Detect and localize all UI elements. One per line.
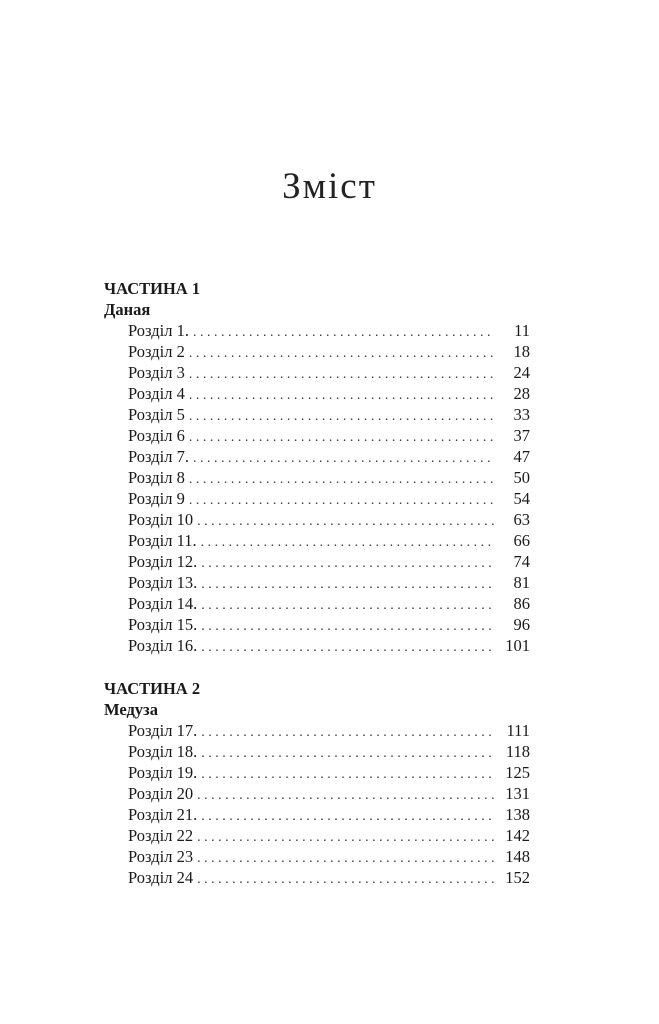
toc-entry[interactable]: [104, 488, 530, 509]
toc-entry[interactable]: [104, 635, 530, 656]
dot-leader: [193, 448, 494, 469]
toc-entry[interactable]: [104, 509, 530, 530]
toc-entry[interactable]: [104, 362, 530, 383]
dot-leader: [201, 743, 494, 764]
dot-leader: [189, 364, 494, 385]
toc-entry[interactable]: [104, 383, 530, 404]
chapter-label: Розділ 18.: [128, 742, 198, 761]
toc-entry[interactable]: [104, 762, 530, 783]
page-number: 63: [513, 510, 530, 529]
chapter-label: Розділ 8: [128, 468, 185, 487]
chapter-label: Розділ 12.: [128, 552, 198, 571]
toc-entry[interactable]: [104, 530, 530, 551]
chapter-label: Розділ 11.: [128, 531, 197, 550]
chapter-label: Розділ 9: [128, 489, 185, 508]
toc-entry[interactable]: [104, 425, 530, 446]
page-number: 11: [514, 321, 530, 340]
toc-part: [104, 278, 530, 656]
page-number: 125: [505, 763, 530, 782]
toc-entry[interactable]: [104, 341, 530, 362]
part-heading: ЧАСТИНА 1: [104, 279, 201, 298]
dot-leader: [197, 869, 494, 890]
page-number: 86: [513, 594, 530, 613]
page-number: 111: [506, 721, 530, 740]
chapter-label: Розділ 7.: [128, 447, 189, 466]
chapter-label: Розділ 23: [128, 847, 194, 866]
chapter-label: Розділ 5: [128, 405, 185, 424]
chapter-label: Розділ 3: [128, 363, 185, 382]
page-number: 96: [513, 615, 530, 634]
page-number: 138: [505, 805, 530, 824]
chapter-label: Розділ 16.: [128, 636, 198, 655]
page-number: 54: [513, 489, 530, 508]
page-title: Зміст: [282, 165, 377, 207]
chapter-label: Розділ 21.: [128, 805, 198, 824]
toc-entry[interactable]: [104, 404, 530, 425]
dot-leader: [201, 764, 494, 785]
chapter-label: Розділ 13.: [128, 573, 198, 592]
toc-entry[interactable]: [104, 720, 530, 741]
dot-leader: [201, 553, 494, 574]
toc-entry[interactable]: [104, 551, 530, 572]
dot-leader: [193, 322, 494, 343]
dot-leader: [197, 827, 494, 848]
chapter-label: Розділ 1.: [128, 321, 189, 340]
toc-entry[interactable]: [104, 867, 530, 888]
page-number: 66: [513, 531, 530, 550]
page-number: 28: [513, 384, 530, 403]
toc-entry[interactable]: [104, 846, 530, 867]
toc-entry[interactable]: [104, 593, 530, 614]
dot-leader: [201, 637, 494, 658]
toc-entry[interactable]: [104, 320, 530, 341]
page-number: 81: [513, 573, 530, 592]
dot-leader: [189, 427, 494, 448]
chapter-label: Розділ 10: [128, 510, 194, 529]
dot-leader: [201, 616, 494, 637]
toc-part: [104, 678, 530, 888]
toc-entry[interactable]: [104, 446, 530, 467]
page-number: 18: [513, 342, 530, 361]
page-number: 50: [513, 468, 530, 487]
dot-leader: [189, 343, 494, 364]
toc-entry[interactable]: [104, 804, 530, 825]
dot-leader: [189, 469, 494, 490]
page-number: 148: [505, 847, 530, 866]
dot-leader: [201, 595, 494, 616]
toc-entry[interactable]: [104, 467, 530, 488]
page-number: 131: [505, 784, 530, 803]
toc-entry[interactable]: [104, 783, 530, 804]
dot-leader: [197, 785, 494, 806]
page-number: 24: [513, 363, 530, 382]
chapter-label: Розділ 19.: [128, 763, 198, 782]
dot-leader: [189, 406, 494, 427]
dot-leader: [189, 385, 494, 406]
chapter-label: Розділ 15.: [128, 615, 198, 634]
page-number: 152: [505, 868, 530, 887]
page-number: 37: [513, 426, 530, 445]
dot-leader: [201, 806, 494, 827]
chapter-label: Розділ 2: [128, 342, 185, 361]
dot-leader: [197, 511, 494, 532]
page-number: 101: [505, 636, 530, 655]
chapter-label: Розділ 14.: [128, 594, 198, 613]
part-subtitle: Медуза: [104, 700, 158, 719]
dot-leader: [201, 722, 494, 743]
dot-leader: [197, 848, 494, 869]
page-number: 47: [513, 447, 530, 466]
toc-entry[interactable]: [104, 741, 530, 762]
chapter-label: Розділ 22: [128, 826, 194, 845]
dot-leader: [201, 574, 494, 595]
chapter-label: Розділ 17.: [128, 721, 198, 740]
chapter-label: Розділ 6: [128, 426, 185, 445]
part-heading: ЧАСТИНА 2: [104, 679, 201, 698]
dot-leader: [189, 490, 494, 511]
table-of-contents: [104, 278, 530, 888]
page-number: 74: [513, 552, 530, 571]
page-number: 33: [513, 405, 530, 424]
toc-entry[interactable]: [104, 825, 530, 846]
dot-leader: [201, 532, 494, 553]
page-number: 118: [505, 742, 530, 761]
toc-entry[interactable]: [104, 572, 530, 593]
chapter-label: Розділ 24: [128, 868, 194, 887]
toc-entry[interactable]: [104, 614, 530, 635]
chapter-label: Розділ 20: [128, 784, 194, 803]
part-subtitle: Даная: [104, 300, 151, 319]
chapter-label: Розділ 4: [128, 384, 185, 403]
page-number: 142: [505, 826, 530, 845]
